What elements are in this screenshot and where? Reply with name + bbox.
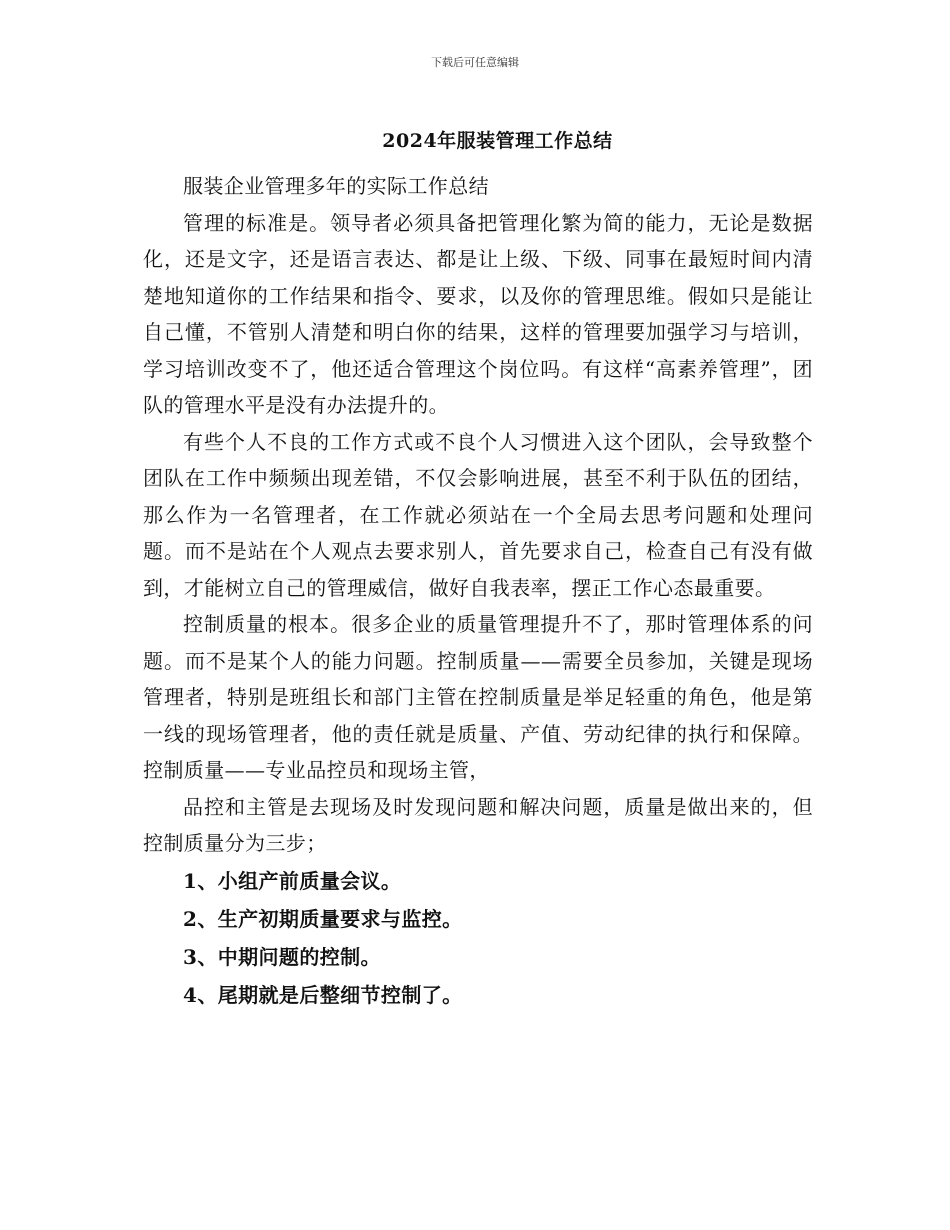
page-header-note: 下载后可任意编辑 — [431, 56, 519, 69]
step-item-3: 3、中期问题的控制。 — [183, 944, 381, 969]
paragraph-management-standard: 管理的标准是。领导者必须具备把管理化繁为简的能力，无论是数据化，还是文字，还是语言表达、都是让上级、下级、同事在最短时间内清楚地知道你的工作结果和指令、要求，以及你的管理思维。假如只是能让自己懂，不管别人清楚和明白你的结果，这样的管理要加强学习与培训，学习培训改变不了，他还适合管理这个岗位吗。有这样“高素养管理”，团队的管理水平是没有办法提升的。 — [143, 210, 813, 417]
paragraph-quality-steps-intro: 品控和主管是去现场及时发现问题和解决问题，质量是做出来的，但控制质量分为三步； — [143, 794, 813, 855]
paragraph-quality-control: 控制质量的根本。很多企业的质量管理提升不了，那时管理体系的问题。而不是某个人的能力问题。控制质量——需要全员参加，关键是现场管理者，特别是班组长和部门主管在控制质量是举足轻重的角色，他是第一线的现场管理者，他的责任就是质量、产值、劳动纪律的执行和保障。控制质量——专业品控员和现场主管， — [143, 612, 813, 782]
document-title: 2024年服装管理工作总结 — [382, 130, 613, 152]
paragraph-subtitle: 服装企业管理多年的实际工作总结 — [183, 174, 489, 198]
step-item-4: 4、尾期就是后整细节控制了。 — [183, 982, 463, 1007]
step-item-2: 2、生产初期质量要求与监控。 — [183, 906, 463, 931]
paragraph-team-habits: 有些个人不良的工作方式或不良个人习惯进入这个团队，会导致整个团队在工作中频频出现差错，不仅会影响进展，甚至不利于队伍的团结，那么作为一名管理者，在工作就必须站在一个全局去思考问题和处理问题。而不是站在个人观点去要求别人，首先要求自己，检查自己有没有做到，才能树立自己的管理威信，做好自我表率，摆正工作心态最重要。 — [143, 429, 813, 600]
step-item-1: 1、小组产前质量会议。 — [183, 868, 402, 893]
document-body — [143, 168, 813, 1014]
